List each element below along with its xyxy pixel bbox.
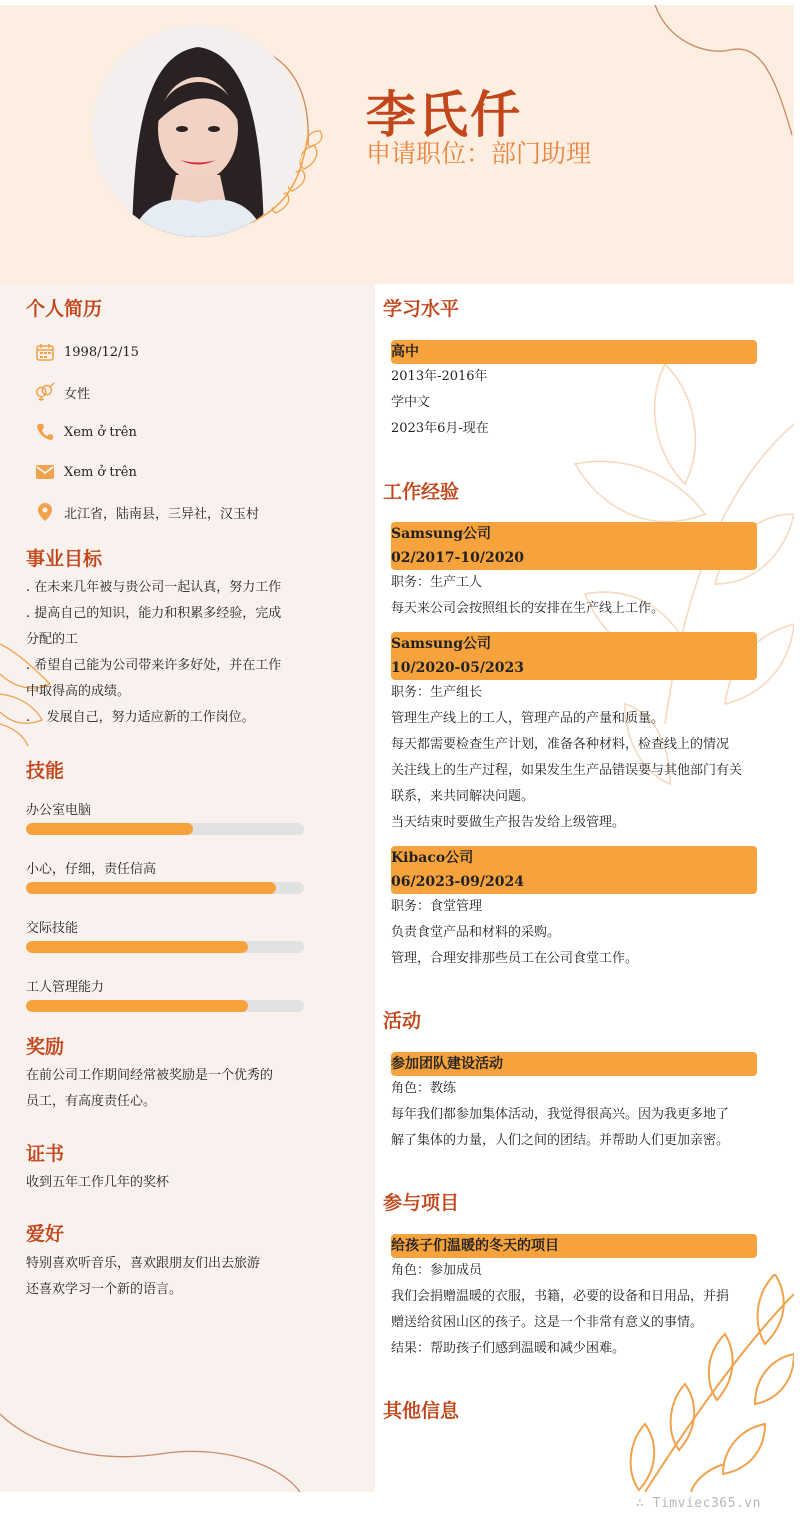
project-highlight	[391, 1234, 757, 1258]
education-section-title: 学习水平	[383, 298, 460, 320]
info-row-email	[34, 460, 137, 484]
job-period: 10/2020-05/2023	[391, 660, 524, 676]
skill-label: 办公室电脑	[26, 803, 92, 818]
objective-text	[26, 575, 326, 731]
work-section-title: 工作经验	[383, 481, 460, 503]
info-row-gender	[34, 380, 90, 404]
skill-bar-fill	[26, 941, 248, 953]
site-watermark: ∴ Timviec365.vn	[636, 1496, 761, 1511]
skill-bar-fill	[26, 1000, 248, 1012]
skill-label: 工人管理能力	[26, 980, 105, 995]
job-line: 职务：生产组长	[391, 685, 483, 700]
job-line: 当天结束时要做生产报告发给上级管理。	[391, 815, 626, 830]
project-line: 结果：帮助孩子们感到温暖和减少困难。	[391, 1341, 626, 1356]
sidebar-bottom-swirl	[0, 1404, 375, 1492]
job-line: 每天来公司会按照组长的安排在生产线上工作。	[391, 601, 665, 616]
skill-label: 交际技能	[26, 921, 79, 936]
birthday-value: 1998/12/15	[64, 344, 139, 360]
info-row-birthday	[34, 340, 139, 364]
project-line: 角色：参加成员	[391, 1263, 483, 1278]
objective-line: . 希望自己能为公司带来许多好处，并在工作	[26, 658, 282, 673]
applied-position: 申请职位：部门助理	[366, 139, 592, 168]
objective-line: . 发展自己，努力适应新的工作岗位。	[26, 710, 255, 725]
awards-section-title: 奖励	[26, 1036, 65, 1058]
gender-value: 女性	[64, 386, 91, 402]
hobbies-text	[26, 1251, 326, 1303]
personal-section-title: 个人简历	[26, 298, 103, 320]
skill-bar-fill	[26, 882, 276, 894]
skill-label: 小心，仔细，责任信高	[26, 862, 157, 877]
profile-photo	[92, 25, 304, 237]
left-sidebar	[0, 284, 375, 1492]
job-details	[391, 680, 776, 836]
objective-line: . 提高自己的知识，能力和积累多经验，完成	[26, 606, 282, 621]
job-line: 管理生产线上的工人，管理产品的产量和质量。	[391, 711, 665, 726]
education-line: 学中文	[391, 395, 431, 410]
project-name: 给孩子们温暖的冬天的项目	[391, 1238, 559, 1254]
awards-line: 员工，有高度责任心。	[26, 1094, 157, 1109]
education-details	[391, 364, 771, 442]
awards-line: 在前公司工作期间经常被奖励是一个优秀的	[26, 1068, 274, 1083]
activity-highlight	[391, 1052, 757, 1076]
skill-bar	[26, 1000, 304, 1012]
job-company: Samsung公司	[391, 526, 492, 542]
objective-section-title: 事业目标	[26, 548, 103, 570]
activity-line: 每年我们都参加集体活动，我觉得很高兴。因为我更多地了	[391, 1107, 730, 1122]
info-row-address	[34, 500, 259, 524]
skills-section-title: 技能	[26, 760, 65, 782]
project-line: 赠送给贫困山区的孩子。这是一个非常有意义的事情。	[391, 1315, 704, 1330]
job-line: 职务：食堂管理	[391, 899, 483, 914]
gender-icon	[34, 381, 56, 403]
activity-line: 解了集体的力量，人们之间的团结。并帮助人们更加亲密。	[391, 1133, 730, 1148]
location-icon	[34, 501, 56, 523]
job-line: 职务：生产工人	[391, 575, 483, 590]
phone-icon	[34, 421, 56, 443]
skill-bar-fill	[26, 823, 193, 835]
objective-line: 中取得高的成绩。	[26, 684, 131, 699]
resume-header	[0, 5, 794, 284]
job-period: 02/2017-10/2020	[391, 550, 524, 566]
calendar-icon	[34, 341, 56, 363]
job-line: 每天都需要检查生产计划，准备各种材料，检查线上的情况	[391, 737, 730, 752]
job-line: 负责食堂产品和材料的采购。	[391, 925, 561, 940]
project-line: 我们会捐赠温暖的衣服，书籍，必要的设备和日用品，并捐	[391, 1289, 730, 1304]
certificates-text	[26, 1170, 326, 1196]
skill-bar	[26, 882, 304, 894]
skill-bar	[26, 941, 304, 953]
skill-bar	[26, 823, 304, 835]
job-line: 联系，来共同解决问题。	[391, 789, 535, 804]
projects-section-title: 参与项目	[383, 1192, 460, 1214]
education-school: 高中	[391, 344, 419, 360]
job-header-highlight	[391, 632, 757, 680]
phone-value: Xem ở trên	[64, 424, 137, 440]
address-value: 北江省，陆南县，三异社，汉玉村	[64, 506, 260, 522]
objective-line: 分配的工	[26, 632, 79, 647]
job-details	[391, 570, 771, 622]
education-line: 2023年6月-现在	[391, 421, 489, 436]
objective-line: . 在未来几年被与贵公司一起认真，努力工作	[26, 580, 282, 595]
job-period: 06/2023-09/2024	[391, 874, 524, 890]
job-header-highlight	[391, 522, 757, 570]
activity-name: 参加团队建设活动	[391, 1056, 503, 1072]
job-company: Samsung公司	[391, 636, 492, 652]
info-row-phone	[34, 420, 137, 444]
candidate-name: 李氏仟	[366, 86, 522, 144]
activities-section-title: 活动	[383, 1010, 422, 1032]
activity-details	[391, 1076, 776, 1154]
certificates-line: 收到五年工作几年的奖杯	[26, 1175, 170, 1190]
job-line: 管理，合理安排那些员工在公司食堂工作。	[391, 951, 639, 966]
project-details	[391, 1258, 776, 1362]
hobbies-section-title: 爱好	[26, 1223, 65, 1245]
email-value: Xem ở trên	[64, 464, 137, 480]
job-details	[391, 894, 771, 972]
hobbies-line: 还喜欢学习一个新的语言。	[26, 1282, 183, 1297]
activity-line: 角色：教练	[391, 1081, 457, 1096]
hobbies-line: 特别喜欢听音乐，喜欢跟朋友们出去旅游	[26, 1256, 261, 1271]
education-line: 2013年-2016年	[391, 369, 488, 384]
certificates-section-title: 证书	[26, 1143, 65, 1165]
job-header-highlight	[391, 846, 757, 894]
awards-text	[26, 1063, 326, 1115]
job-line: 关注线上的生产过程，如果发生生产品错误要与其他部门有关	[391, 763, 743, 778]
other-section-title: 其他信息	[383, 1400, 460, 1422]
header-swirl-decoration	[560, 5, 794, 145]
job-company: Kibaco公司	[391, 850, 474, 866]
main-column	[375, 284, 794, 1492]
education-school-highlight	[391, 340, 757, 364]
mail-icon	[34, 461, 56, 483]
